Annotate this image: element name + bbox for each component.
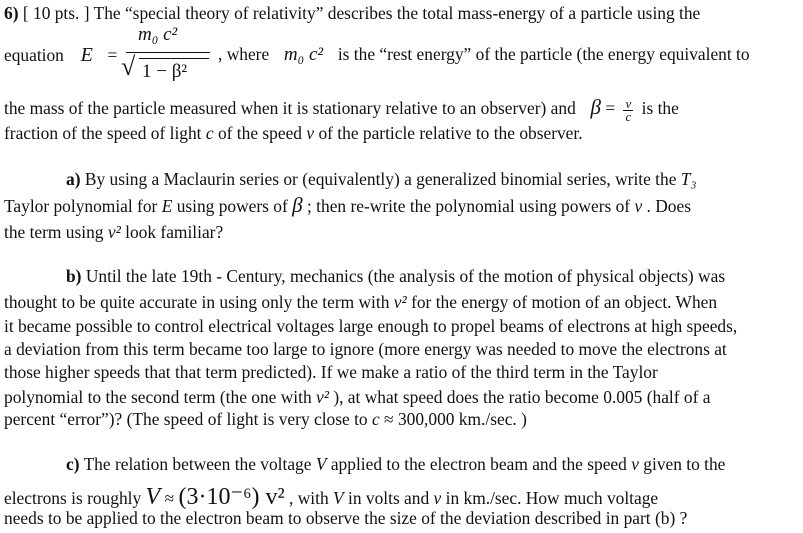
speed-of-light-symbol: c (205, 123, 214, 143)
equation-lhs: E (80, 44, 93, 66)
part-c-text-3: needs to be applied to the electron beam to observe the size of the deviation described in part (b) ? (4, 508, 688, 528)
part-c-approx: ≈ (164, 488, 175, 508)
part-b-text-5: those higher speeds that that term predicted). If we make a ratio of the third term in the Taylor (4, 362, 658, 382)
part-a-text-2a: Taylor polynomial for (4, 196, 158, 216)
problem-line-4 (4, 123, 583, 144)
part-a-v2: v² (107, 222, 121, 242)
part-b-line-7 (4, 409, 527, 430)
part-c-V2: V (333, 488, 344, 508)
sqrt-overline (139, 58, 209, 59)
part-b-v2: v² (393, 292, 407, 312)
problem-line-3 (4, 95, 679, 123)
part-c-text-2a: electrons is roughly (4, 488, 142, 508)
part-a-text-2c: ; then re-write the polynomial using powers of (306, 196, 631, 216)
part-b-line-2 (4, 292, 717, 313)
part-b-text-1: Until the late 19th - Century, mechanics (the analysis of the motion of physical objects) was (85, 266, 726, 286)
part-c-line-1 (66, 454, 725, 475)
part-a-line-1 (66, 169, 697, 190)
part-a-text-3a: the term using (4, 222, 104, 242)
fraction-numerator: m₀ c² (138, 24, 178, 45)
part-a-text-3b: look familiar? (125, 222, 224, 242)
part-c-label: c) (66, 454, 80, 474)
part-c-text-1a: The relation between the voltage (83, 454, 312, 474)
line4-text: fraction of the speed of light (4, 123, 202, 143)
part-c-v: v (631, 454, 639, 474)
part-c-line-3 (4, 508, 687, 529)
part-b-line-5 (4, 362, 658, 383)
problem-points: [ 10 pts. ] (22, 3, 90, 23)
part-b-line-3 (4, 316, 737, 337)
energy-fraction (112, 20, 212, 84)
problem-number: 6) (4, 3, 19, 23)
fraction-bar (126, 52, 210, 53)
part-b-text-7b: ≈ 300,000 km./sec. ) (384, 409, 527, 429)
part-c-text-2d: in km./sec. How much voltage (445, 488, 659, 508)
part-b-line-6 (4, 387, 710, 408)
part-c-formula: (3·10⁻⁶) v² (178, 484, 285, 510)
part-b-text-6b: ), at what speed does the ratio become 0.005 (half of a (333, 387, 711, 407)
part-b-text-2a: thought to be quite accurate in using only the term with (4, 292, 390, 312)
line3-text: the mass of the particle measured when it is stationary relative to an observer) and (4, 98, 576, 118)
beta-tail: is the (641, 98, 679, 118)
part-b-label: b) (66, 266, 82, 286)
part-a-E: E (161, 196, 173, 216)
part-b-line-1 (66, 266, 725, 287)
problem-header-line (4, 3, 700, 24)
where-text: , where (218, 44, 270, 64)
part-a-line-2 (4, 193, 691, 218)
part-a-text-2d: . Does (646, 196, 691, 216)
part-c-text-1c: given to the (643, 454, 726, 474)
part-b-text-3: it became possible to control electrical voltages large enough to propel beams of electrons at high speeds, (4, 316, 738, 336)
part-b-c: c (371, 409, 380, 429)
beta-symbol: β (590, 95, 601, 119)
part-b-text-7a: percent “error”)? (The speed of light is very close to (4, 409, 368, 429)
fraction-denominator: 1 − β² (142, 61, 188, 82)
part-c-text-2b: , with (289, 488, 329, 508)
beta-fraction-num: v (625, 95, 632, 111)
line4-mid: of the speed (217, 123, 302, 143)
part-a-text-1: By using a Maclaurin series or (equivalently) a generalized binomial series, write the (84, 169, 677, 189)
part-b-text-6a: polynomial to the second term (the one with (4, 387, 312, 407)
part-b-v2-2: v² (316, 387, 329, 407)
equation-where-line (218, 44, 750, 66)
velocity-symbol: v (306, 123, 315, 143)
part-b-line-4 (4, 339, 727, 360)
part-c-text-2c: in volts and (348, 488, 430, 508)
part-b-text-2b: for the energy of motion of an object. When (411, 292, 718, 312)
part-a-line-3 (4, 222, 223, 243)
part-a-beta: β (292, 193, 303, 217)
part-c-V: V (315, 454, 327, 474)
part-a-label: a) (66, 169, 81, 189)
beta-fraction (623, 95, 633, 124)
part-c-text-1b: applied to the electron beam and the speed (330, 454, 627, 474)
rest-energy-text: is the “rest energy” of the particle (the energy equivalent to (337, 44, 750, 64)
equation-label: equation (4, 45, 64, 65)
part-c-line-2 (4, 482, 658, 511)
sqrt-symbol: √ (121, 52, 136, 81)
rest-energy-symbol: m₀ c² (283, 44, 324, 65)
equation-line (4, 44, 117, 67)
part-a-v: v (634, 196, 643, 216)
problem-intro: The “special theory of relativity” describes the total mass-energy of a particle using the (93, 3, 701, 23)
part-c-v2: v (433, 488, 442, 508)
beta-fraction-den: c (625, 108, 632, 124)
part-b-text-4: a deviation from this term became too large to ignore (more energy was needed to move the electrons at (4, 339, 727, 359)
part-a-text-2b: using powers of (176, 196, 288, 216)
part-c-V-big: V (145, 484, 161, 510)
equation-equals: = (107, 45, 118, 65)
t3-symbol: T₃ (680, 169, 697, 189)
line4-tail: of the particle relative to the observer. (318, 123, 583, 143)
beta-equals: = (605, 98, 616, 118)
